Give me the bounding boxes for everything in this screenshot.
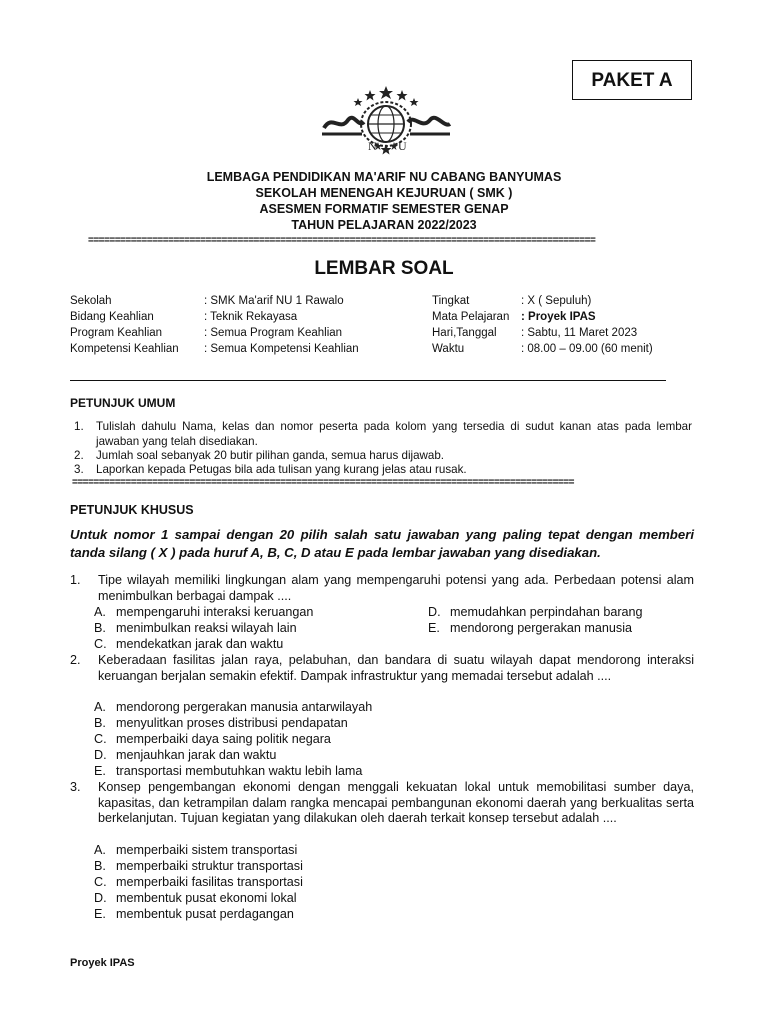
logo-letter-n: N [368,139,377,153]
q1-opt-a-text: mempengaruhi interaksi keruangan [116,605,314,619]
q2-opt-b-letter: B. [94,716,106,730]
q3-opt-d-text: membentuk pusat ekonomi lokal [116,891,297,905]
header-line-1: LEMBAGA PENDIDIKAN MA'ARIF NU CABANG BANYUMAS [206,170,562,184]
q1-opt-d-letter: D. [428,605,441,619]
q1-opt-e-text: mendorong pergerakan manusia [450,621,633,635]
page-footer: Proyek IPAS [70,957,135,969]
header-line-3: ASESMEN FORMATIF SEMESTER GENAP [259,202,509,216]
q2-opt-a-letter: A. [94,700,106,714]
q3-text: Konsep pengembangan ekonomi dengan menggali kekuatan lokal untuk memobilitasi sumber daya, kapasitas, dan ketrampilan dalam rangka mencapai pembangunan ekonomi daerah yang berkualitas serta berkelanjutan. Tujuan kegiatan yang dilakukan oleh daerah terkait konsep tersebut adalah .... [98,780,694,826]
info-label-sekolah: Sekolah [70,295,112,307]
header-line-2: SEKOLAH MENENGAH KEJURUAN ( SMK ) [255,186,513,200]
q3-number: 3. [70,780,81,794]
q1-opt-c-text: mendekatkan jarak dan waktu [116,637,284,651]
header-line-4: TAHUN PELAJARAN 2022/2023 [291,218,477,232]
q2-opt-c-text: memperbaiki daya saing politik negara [116,732,331,746]
info-divider [70,380,666,381]
petunjuk-khusus-heading: PETUNJUK KHUSUS [70,503,194,517]
q1-number: 1. [70,573,81,587]
header-separator: =============================================================================================== [88,236,596,246]
pu-text-2: Jumlah soal sebanyak 20 butir pilihan ganda, semua harus dijawab. [96,449,445,462]
info-label-program: Program Keahlian [70,327,163,339]
paket-label: PAKET A [572,60,692,100]
info-label-bidang: Bidang Keahlian [70,311,154,323]
q2-opt-a-text: mendorong pergerakan manusia antarwilayah [116,700,373,714]
pu-num-3: 3. [74,463,84,476]
info-label-mapel: Mata Pelajaran [432,311,510,323]
info-value-program: : Semua Program Keahlian [204,327,343,339]
q1-opt-b-text: menimbulkan reaksi wilayah lain [116,621,297,635]
q3-opt-b-letter: B. [94,859,106,873]
q2-opt-c-letter: C. [94,732,107,746]
q1-opt-c-letter: C. [94,637,107,651]
q2-opt-d-letter: D. [94,748,107,762]
q2-opt-e-text: transportasi membutuhkan waktu lebih lama [116,764,363,778]
q3-opt-a-letter: A. [94,843,106,857]
info-label-hari: Hari,Tanggal [432,327,497,339]
pu-num-2: 2. [74,449,84,462]
info-value-tingkat: : X ( Sepuluh) [521,295,592,307]
info-value-hari: : Sabtu, 11 Maret 2023 [521,327,638,339]
pu-num-1: 1. [74,420,84,433]
info-label-waktu: Waktu [432,343,465,355]
info-value-mapel: : Proyek IPAS [521,311,596,323]
q2-opt-e-letter: E. [94,764,106,778]
q3-opt-a-text: memperbaiki sistem transportasi [116,843,298,857]
pu-text-1: Tulislah dahulu Nama, kelas dan nomor peserta pada kolom yang tersedia di sudut kanan atas pada lembar jawaban yang telah disediakan. [96,420,692,448]
q1-opt-b-letter: B. [94,621,106,635]
q3-opt-e-letter: E. [94,907,106,921]
petunjuk-umum-heading: PETUNJUK UMUM [70,396,176,410]
q1-opt-e-letter: E. [428,621,440,635]
info-value-sekolah: : SMK Ma'arif NU 1 Rawalo [204,295,344,307]
q2-number: 2. [70,653,81,667]
q1-opt-d-text: memudahkan perpindahan barang [450,605,643,619]
pu-text-3: Laporkan kepada Petugas bila ada tulisan yang kurang jelas atau rusak. [96,463,467,476]
info-label-tingkat: Tingkat [432,295,470,307]
q2-opt-d-text: menjauhkan jarak dan waktu [116,748,277,762]
info-value-kompetensi: : Semua Kompetensi Keahlian [204,343,359,355]
q3-opt-e-text: membentuk pusat perdagangan [116,907,294,921]
petunjuk-separator: ============================================================================================== [72,478,574,488]
page-title: LEMBAR SOAL [314,258,454,279]
info-value-waktu: : 08.00 – 09.00 (60 menit) [521,343,653,355]
q1-opt-a-letter: A. [94,605,106,619]
logo-letter-u: U [398,139,407,153]
q2-text: Keberadaan fasilitas jalan raya, pelabuhan, dan bandara di suatu wilayah dapat mendorong interaksi keruangan berjalan semakin efektif. Dampak infrastruktur yang memadai tersebut adalah .... [98,653,694,683]
q3-opt-d-letter: D. [94,891,107,905]
q3-opt-c-letter: C. [94,875,107,889]
info-value-bidang: : Teknik Rekayasa [204,311,298,323]
q1-text: Tipe wilayah memiliki lingkungan alam yang mempengaruhi potensi yang ada. Perbedaan potensi alam menimbulkan berbagai dampak .... [98,573,694,603]
q3-opt-b-text: memperbaiki struktur transportasi [116,859,303,873]
q3-opt-c-text: memperbaiki fasilitas transportasi [116,875,303,889]
info-label-kompetensi: Kompetensi Keahlian [70,343,179,355]
q2-opt-b-text: menyulitkan proses distribusi pendapatan [116,716,348,730]
petunjuk-khusus-instruction: Untuk nomor 1 sampai dengan 20 pilih salah satu jawaban yang paling tepat dengan memberi tanda silang ( X ) pada huruf A, B, C, D atau E pada lembar jawaban yang disediakan. [70,527,694,560]
nu-logo [318,84,454,160]
